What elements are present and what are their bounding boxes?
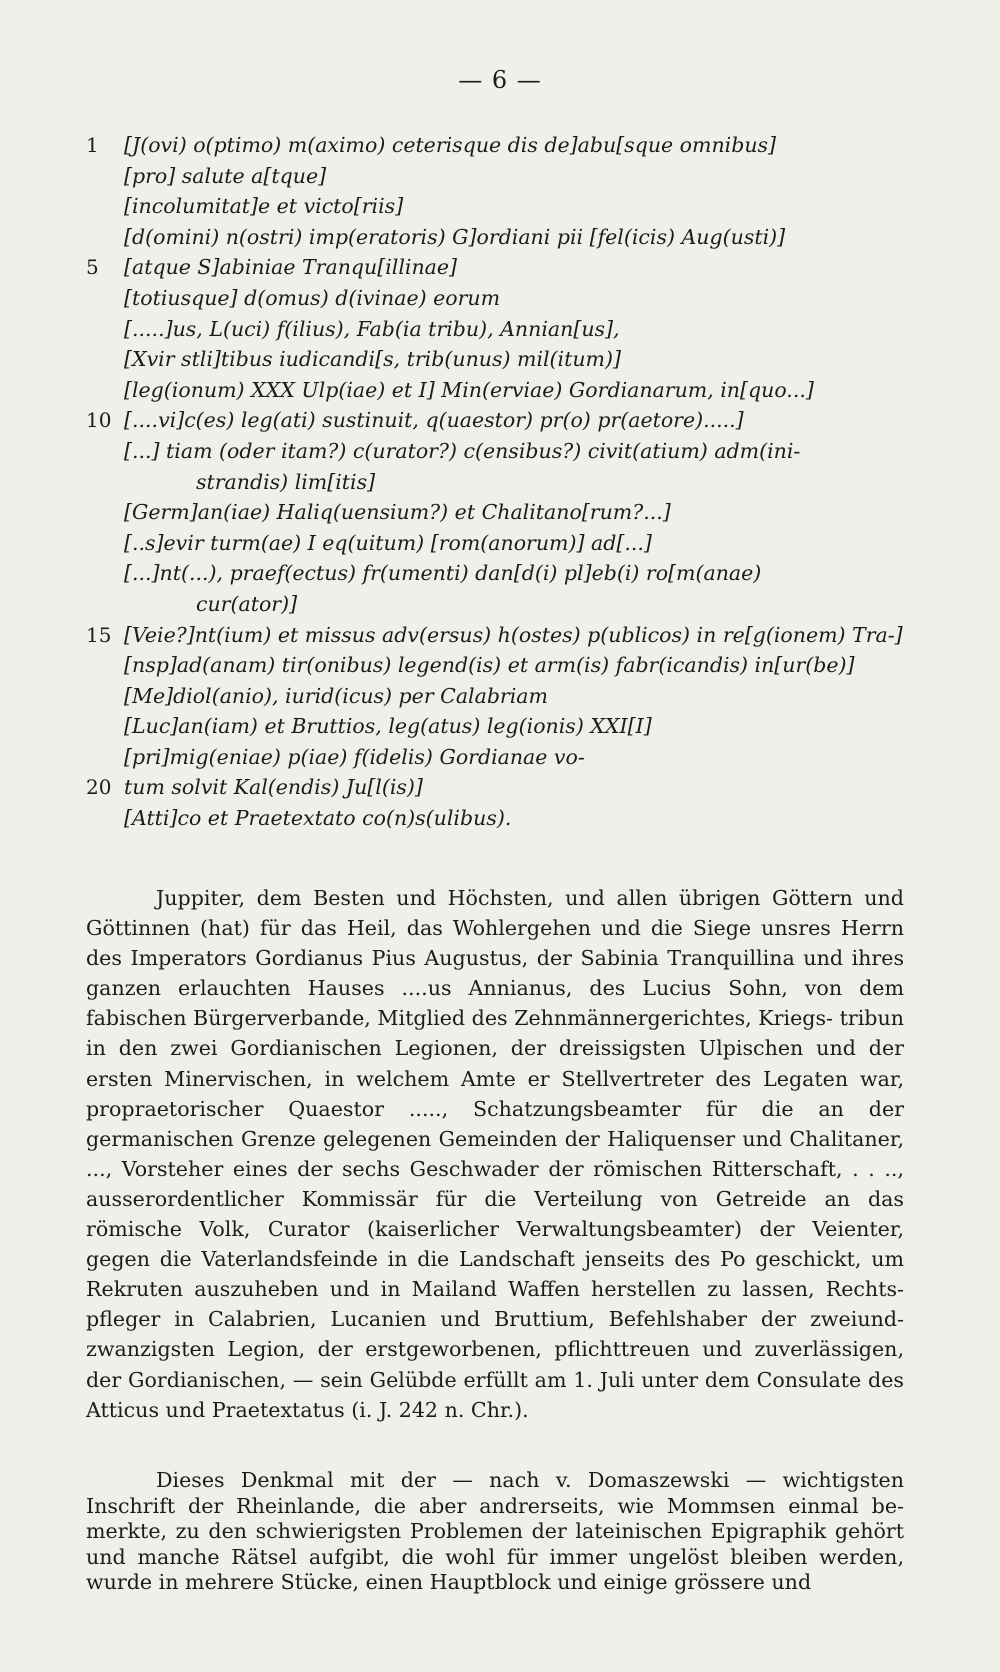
inscription-text: [pri]mig(eniae) p(iae) f(idelis) Gordianae vo-: [124, 744, 585, 769]
inscription-line: [86, 803, 916, 834]
translation-line: der ersten Minervischen, in welchem Amte er Stellvertreter des Legaten: [86, 1036, 905, 1091]
inscription-text: [totiusque] d(omus) d(ivinae) eorum: [124, 285, 501, 310]
remark-line: und manche Rätsel aufgibt, die wohl für immer ungelöst bleiben werden,: [86, 1544, 904, 1569]
translation-line: des Imperators Gordianus Pius Augustus, der Sabinia Tranquillina und: [86, 946, 844, 971]
translation-line: Rekruten auszuheben und in Mailand Waffen herstellen zu lassen, Rechts-: [86, 1277, 904, 1302]
inscription-line: [86, 191, 916, 222]
remark-line: Inschrift der Rheinlande, die aber andrerseits, wie Mommsen einmal be-: [86, 1493, 904, 1518]
inscription-line: [86, 375, 916, 406]
inscription-text: [....vi]c(es) leg(ati) sustinuit, q(uaestor) pr(o) pr(aetore).....]: [124, 408, 744, 433]
translation-line: war, propraetorischer Quaestor ....., Schatzungsbeamter für die an der: [86, 1066, 904, 1121]
inscription-line: [86, 681, 916, 712]
remark-line: merkte, zu den schwierigsten Problemen der lateinischen Epigraphik gehört: [86, 1519, 904, 1544]
inscription-line: [86, 314, 916, 345]
inscription-line: [86, 620, 916, 651]
inscription-text: [Xvir stli]tibus iudicandi[s, trib(unus) mil(itum)]: [124, 347, 621, 372]
inscription-line: [86, 344, 916, 375]
translation-line: ausserordentlicher Kommissär für die Verteilung von Getreide an das: [86, 1186, 904, 1211]
inscription-text: [Veie?]nt(ium) et missus adv(ersus) h(ostes) p(ublicos) in re[g(ionem) Tra-]: [124, 622, 903, 647]
inscription-block: [86, 130, 916, 834]
inscription-text: [d(omini) n(ostri) imp(eratoris) G]ordiani pii [fel(icis) Aug(usti)]: [124, 224, 786, 249]
inscription-line: [86, 528, 916, 559]
translation-line: germanischen Grenze gelegenen Gemeinden der Haliquenser und Chalitaner,: [86, 1126, 904, 1151]
inscription-line: [86, 436, 916, 467]
inscription-line: [86, 497, 916, 528]
translation-line: gegen die Vaterlandsfeinde in die Landschaft jenseits des Po geschickt, um: [86, 1247, 904, 1272]
inscription-text: [...] tiam (oder itam?) c(urator?) c(ensibus?) civit(atium) adm(ini-: [124, 438, 801, 463]
inscription-line: [86, 711, 916, 742]
translation-text: [86, 883, 904, 1425]
inscription-text: [Atti]co et Praetextato co(n)s(ulibus).: [124, 806, 512, 831]
inscription-text: tum solvit Kal(endis) Ju[l(is)]: [124, 775, 423, 800]
inscription-line: [86, 589, 916, 620]
page-number: — 6 —: [458, 66, 542, 94]
inscription-line: [86, 161, 916, 192]
translation-line: tribun in den zwei Gordianischen Legionen, der dreissigsten Ulpischen und: [86, 1006, 904, 1061]
line-number: 5: [86, 255, 99, 280]
line-number: 15: [86, 622, 112, 647]
inscription-line: [86, 772, 916, 803]
translation-line: pfleger in Calabrien, Lucanien und Bruttium, Befehlshaber der zweiund-: [86, 1307, 904, 1332]
translation-line: dem fabischen Bürgerverbande, Mitglied des Zehnmännergerichtes, Kriegs-: [86, 976, 905, 1031]
inscription-line: [86, 558, 916, 589]
translation-line: zwanzigsten Legion, der erstgeworbenen, pflichttreuen und zuverlässigen,: [86, 1337, 904, 1362]
inscription-line: [86, 650, 916, 681]
inscription-line: [86, 130, 916, 161]
inscription-text: [incolumitat]e et victo[riis]: [124, 194, 404, 219]
inscription-text: strandis) lim[itis]: [196, 469, 376, 494]
translation-line: des Atticus und Praetextatus (i. J. 242 n. Chr.).: [86, 1367, 904, 1422]
inscription-line: [86, 405, 916, 436]
inscription-text: [nsp]ad(anam) tir(onibus) legend(is) et arm(is) fabr(icandis) in[ur(be)]: [124, 653, 855, 678]
translation-line: Göttinnen (hat) für das Heil, das Wohlergehen und die Siege unsres Herrn: [86, 916, 904, 941]
inscription-text: [Me]diol(anio), iurid(icus) per Calabriam: [124, 683, 548, 708]
inscription-text: [.....]us, L(uci) f(ilius), Fab(ia tribu), Annian[us],: [124, 316, 620, 341]
inscription-text: [leg(ionum) XXX Ulp(iae) et I] Min(erviae) Gordianarum, in[quo...]: [124, 377, 814, 402]
translation-paragraph: [86, 883, 904, 1425]
translation-line: ..., Vorsteher eines der sechs Geschwader der römischen Ritterschaft, . . ..,: [86, 1156, 904, 1181]
translation-line: ihres ganzen erlauchten Hauses ....us Annianus, des Lucius Sohn, von: [86, 946, 905, 1001]
remark-line: wurde in mehrere Stücke, einen Hauptblock und einige grössere und: [86, 1570, 812, 1595]
inscription-line: [86, 283, 916, 314]
inscription-text: [..s]evir turm(ae) I eq(uitum) [rom(anorum)] ad[...]: [124, 530, 652, 555]
inscription-line: [86, 742, 916, 773]
translation-line: der Gordianischen, — sein Gelübde erfüllt am 1. Juli unter dem Consulate: [86, 1367, 862, 1392]
line-number: 20: [86, 775, 112, 800]
inscription-line: [86, 467, 916, 498]
inscription-text: cur(ator)]: [196, 591, 298, 616]
inscription-text: [atque S]abiniae Tranqu[illinae]: [124, 255, 458, 280]
inscription-line: [86, 222, 916, 253]
inscription-text: [...]nt(...), praef(ectus) fr(umenti) dan[d(i) pl]eb(i) ro[m(anae): [124, 561, 762, 586]
inscription-text: [pro] salute a[tque]: [124, 163, 327, 188]
translation-line: Juppiter, dem Besten und Höchsten, und allen übrigen Göttern und: [156, 886, 904, 910]
inscription-text: [Luc]an(iam) et Bruttios, leg(atus) leg(ionis) XXI[I]: [124, 714, 652, 739]
remark-paragraph: [86, 1468, 904, 1596]
inscription-text: [J(ovi) o(ptimo) m(aximo) ceterisque dis de]abu[sque omnibus]: [124, 133, 777, 157]
line-number: 10: [86, 408, 112, 433]
remark-line: Dieses Denkmal mit der — nach v. Domaszewski — wichtigsten: [156, 1468, 904, 1492]
inscription-text: [Germ]an(iae) Haliq(uensium?) et Chalitano[rum?...]: [124, 500, 671, 525]
inscription-line: [86, 252, 916, 283]
translation-line: römische Volk, Curator (kaiserlicher Verwaltungsbeamter) der Veienter,: [86, 1217, 904, 1242]
remark-text: [86, 1468, 904, 1596]
line-number: 1: [86, 133, 99, 157]
